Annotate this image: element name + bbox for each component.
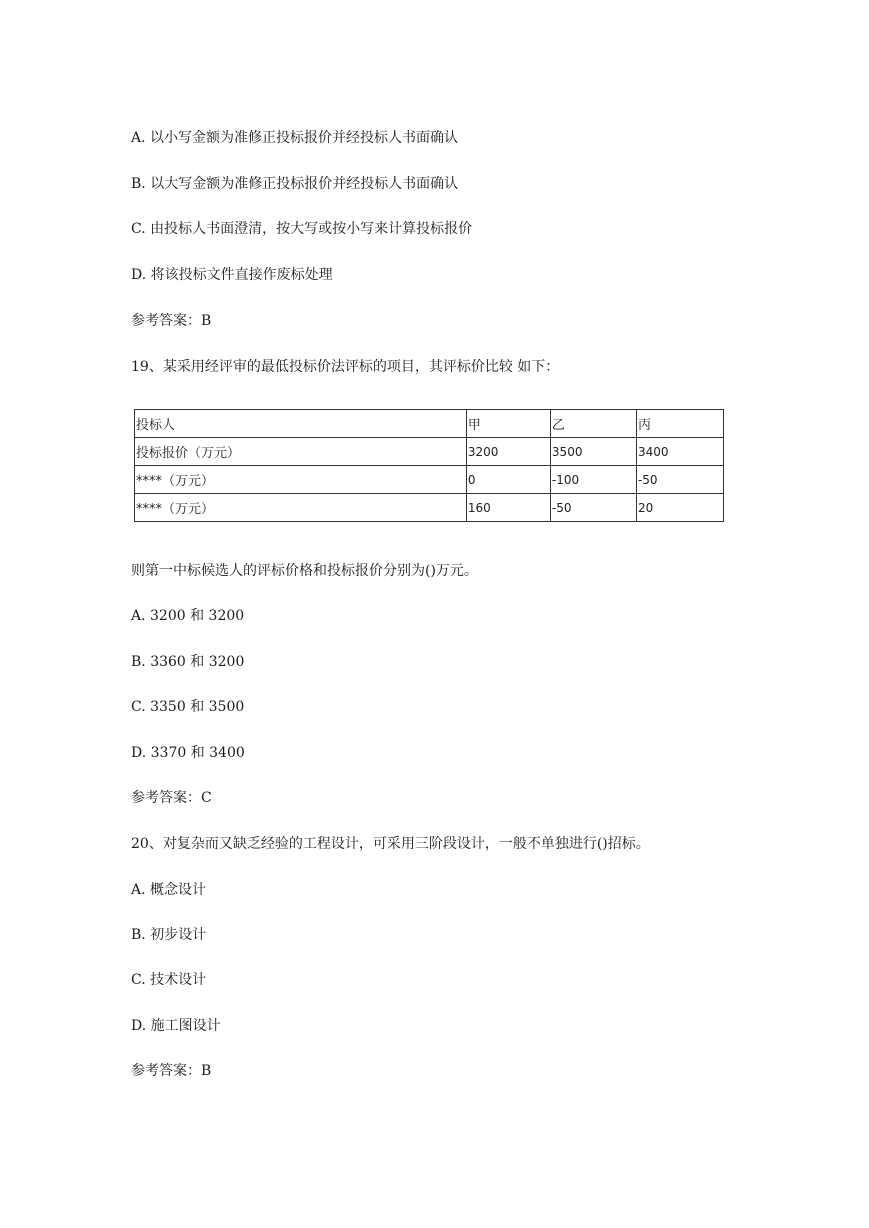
table-cell: -50 bbox=[636, 466, 723, 494]
q18-option-c: C. 由投标人书面澄清，按大写或按小写来计算投标报价 bbox=[131, 221, 473, 237]
table-header-row bbox=[135, 410, 724, 438]
q20-stem: 20、对复杂而又缺乏经验的工程设计，可采用三阶段设计，一般不单独进行()招标。 bbox=[131, 836, 650, 852]
table-header-cell: 投标人 bbox=[135, 410, 467, 438]
q19-stem: 19、某采用经评审的最低投标价法评标的项目，其评标价比较 如下： bbox=[131, 359, 560, 375]
table-header-cell: 乙 bbox=[550, 410, 636, 438]
table-row bbox=[135, 438, 724, 466]
q19-question: 则第一中标候选人的评标价格和投标报价分别为()万元。 bbox=[131, 563, 478, 579]
q20-option-b: B. 初步设计 bbox=[131, 927, 207, 943]
q18-option-a: A. 以小写金额为准修正投标报价并经投标人书面确认 bbox=[131, 130, 459, 146]
table-row bbox=[135, 494, 724, 522]
bid-comparison-table bbox=[134, 409, 724, 522]
q19-option-c: C. 3350 和 3500 bbox=[131, 699, 245, 715]
q19-option-d: D. 3370 和 3400 bbox=[131, 745, 245, 761]
table-cell: 3500 bbox=[550, 438, 636, 466]
q18-option-d: D. 将该投标文件直接作废标处理 bbox=[131, 267, 333, 283]
q20-option-a: A. 概念设计 bbox=[131, 882, 207, 898]
table-cell: 3200 bbox=[466, 438, 550, 466]
table-cell: 0 bbox=[466, 466, 550, 494]
table-cell: ****（万元） bbox=[135, 494, 467, 522]
q19-answer: 参考答案：C bbox=[131, 790, 212, 806]
table-cell: 160 bbox=[466, 494, 550, 522]
table-header-cell: 甲 bbox=[466, 410, 550, 438]
q19-option-a: A. 3200 和 3200 bbox=[131, 608, 245, 624]
table-cell: 投标报价（万元） bbox=[135, 438, 467, 466]
q18-option-b: B. 以大写金额为准修正投标报价并经投标人书面确认 bbox=[131, 176, 459, 192]
q19-option-b: B. 3360 和 3200 bbox=[131, 654, 245, 670]
q20-option-d: D. 施工图设计 bbox=[131, 1018, 221, 1034]
table-row bbox=[135, 466, 724, 494]
table-cell: -50 bbox=[550, 494, 636, 522]
q18-answer: 参考答案：B bbox=[131, 313, 212, 329]
q20-answer: 参考答案：B bbox=[131, 1063, 212, 1079]
q20-option-c: C. 技术设计 bbox=[131, 972, 207, 988]
table-cell: 20 bbox=[636, 494, 723, 522]
table-cell: ****（万元） bbox=[135, 466, 467, 494]
table-header-cell: 丙 bbox=[636, 410, 723, 438]
table-cell: -100 bbox=[550, 466, 636, 494]
table-cell: 3400 bbox=[636, 438, 723, 466]
